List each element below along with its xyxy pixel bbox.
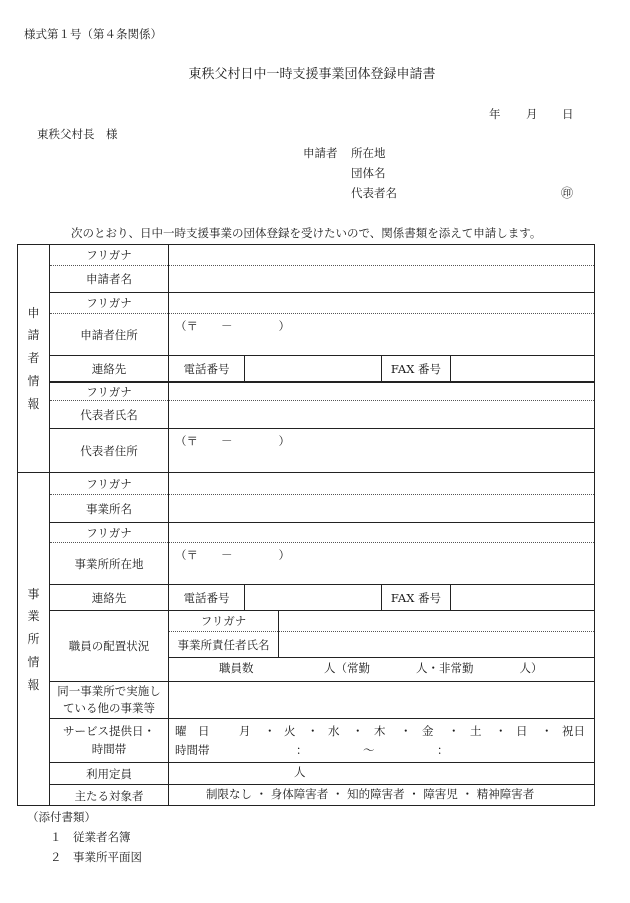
intro-text: 次のとおり、日中一時支援事業の団体登録を受けたいので、関係書類を添えて申請します。 — [71, 226, 542, 240]
office-location-label: 事業所所在地 — [74, 556, 144, 571]
address-furigana-label: フリガナ — [86, 296, 132, 310]
applicant-address-label: 所在地 — [351, 146, 386, 160]
day-tue[interactable]: 火 — [284, 724, 296, 738]
office-phone-field[interactable] — [245, 585, 381, 610]
phone-label: 電話番号 — [183, 361, 230, 376]
day-sat[interactable]: 土 — [470, 724, 482, 738]
phone-field[interactable] — [245, 356, 381, 381]
page-title: 東秩父村日中一時支援事業団体登録申請書 — [188, 67, 436, 82]
applicant-furigana-label: フリガナ — [86, 248, 132, 262]
time-colon-start: ： — [296, 743, 308, 757]
capacity-label: 利用定員 — [86, 766, 132, 781]
date-year-label: 年 — [489, 107, 501, 121]
day-sun[interactable]: 日 — [516, 724, 528, 738]
other-services-label: 同一事業所で実施し ている他の事業等 — [57, 684, 161, 715]
days-prefix: 曜 日 — [175, 724, 210, 738]
manager-name-label: 事業所責任者氏名 — [177, 637, 270, 652]
day-thu[interactable]: 木 — [374, 724, 386, 738]
rep-postal-field[interactable]: （〒 － ） — [175, 434, 290, 448]
office-fax-field[interactable] — [451, 585, 594, 610]
rep-furigana-label: フリガナ — [86, 384, 132, 399]
applicant-postal-field[interactable]: （〒 － ） — [175, 319, 290, 333]
addressee: 東秩父村長 様 — [37, 127, 118, 141]
applicant-address-row-label: 申請者住所 — [80, 327, 138, 342]
day-mon[interactable]: 月 — [239, 724, 251, 738]
day-fri[interactable]: 金 — [422, 724, 434, 738]
day-sep: ・ — [352, 724, 364, 738]
day-holiday[interactable]: 祝日 — [562, 724, 585, 738]
office-name-label: 事業所名 — [86, 501, 132, 516]
manager-name-field[interactable] — [279, 611, 594, 657]
rep-name-label: 代表者氏名 — [80, 407, 138, 422]
attachment-item: ２ 事業所平面図 — [50, 850, 142, 864]
applicant-label: 申請者 — [303, 146, 338, 160]
fax-field[interactable] — [451, 356, 594, 381]
section-office-info: 事 業 所 情 報 — [27, 586, 40, 692]
office-address-furigana-label: フリガナ — [86, 525, 132, 540]
office-fax-label: FAX 番号 — [390, 590, 442, 605]
seal-mark: ㊞ — [561, 186, 574, 200]
section-applicant-info: 申 請 者 情 報 — [27, 305, 40, 411]
office-phone-label: 電話番号 — [183, 590, 230, 605]
capacity-unit: 人 — [294, 765, 306, 779]
staff-breakdown: 人（常勤 人・非常勤 人） — [324, 661, 543, 675]
form-number: 様式第１号（第４条関係） — [24, 27, 162, 41]
day-sep: ・ — [448, 724, 460, 738]
rep-address-label: 代表者住所 — [80, 443, 138, 458]
attachments-title: （添付書類） — [27, 810, 96, 824]
day-wed[interactable]: 水 — [328, 724, 340, 738]
registration-form-table — [17, 244, 595, 806]
attachment-item: １ 従業者名簿 — [50, 830, 131, 844]
day-sep: ・ — [264, 724, 276, 738]
day-sep: ・ — [400, 724, 412, 738]
time-label: 時間帯 — [175, 743, 210, 757]
day-sep: ・ — [541, 724, 553, 738]
office-furigana-label: フリガナ — [86, 476, 132, 491]
date-day-label: 日 — [562, 107, 574, 121]
staff-placement-label: 職員の配置状況 — [68, 639, 150, 653]
date-month-label: 月 — [526, 107, 538, 121]
target-options[interactable]: 制限なし ・ 身体障害者 ・ 知的障害者 ・ 障害児 ・ 精神障害者 — [206, 787, 535, 801]
fax-label: FAX 番号 — [390, 361, 442, 376]
applicant-representative-label: 代表者名 — [351, 186, 397, 200]
day-sep: ・ — [307, 724, 319, 738]
target-label: 主たる対象者 — [74, 788, 144, 803]
office-contact-label: 連絡先 — [91, 590, 127, 605]
contact-label: 連絡先 — [91, 361, 127, 376]
day-sep: ・ — [495, 724, 507, 738]
manager-furigana-label: フリガナ — [200, 614, 247, 628]
office-postal-field[interactable]: （〒 － ） — [175, 548, 290, 562]
applicant-group-label: 団体名 — [351, 166, 386, 180]
service-days-label: サービス提供日・ 時間帯 — [63, 724, 155, 756]
staff-count-label: 職員数 — [219, 661, 254, 675]
other-services-field[interactable] — [169, 682, 594, 718]
time-range-tilde: 〜 — [363, 743, 375, 757]
time-colon-end: ： — [437, 743, 449, 757]
applicant-name-label: 申請者名 — [86, 272, 132, 286]
